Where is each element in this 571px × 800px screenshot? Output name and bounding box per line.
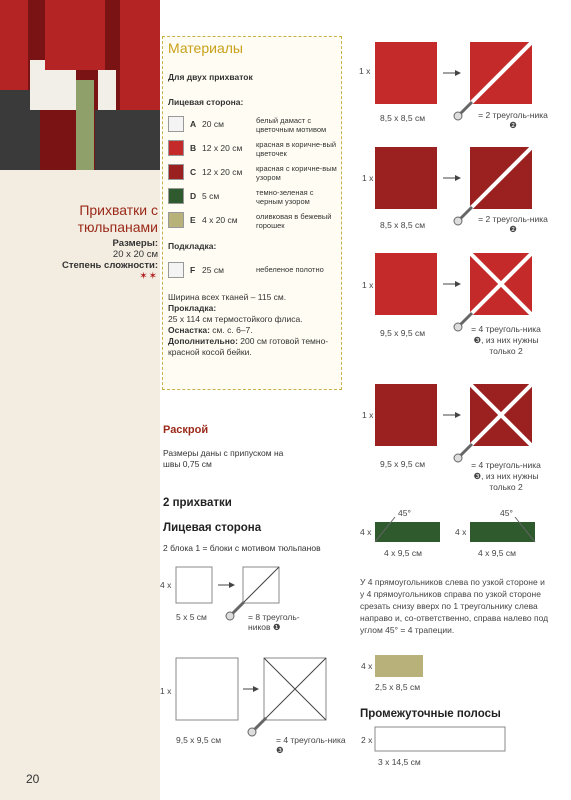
g-count1: 4 х [360, 527, 372, 537]
material-size: 12 х 20 см [202, 167, 243, 177]
w1-count: 4 х [160, 580, 172, 590]
extra-text: 200 см готовой темно-красной косой бейки. [168, 336, 329, 357]
w2-result: = 4 треуголь-ника ❸ [276, 735, 346, 755]
g-count2: 4 х [455, 527, 467, 537]
cutting-note: Размеры даны с припуском на швы 0,75 см [163, 448, 284, 469]
r2-result: = 2 треуголь-ника ❷ [478, 214, 548, 234]
r1-size: 8,5 х 8,5 см [380, 113, 426, 123]
square-r1 [375, 42, 437, 104]
r3-result: = 4 треуголь-ника ❸, из них нужны только 2 [471, 324, 541, 356]
page-number: 20 [26, 772, 40, 786]
size-value: 20 х 20 см [112, 249, 158, 260]
square-r2 [375, 147, 437, 209]
material-letter: C [190, 167, 197, 177]
materials-heading: Материалы [168, 40, 243, 56]
w2-count: 1 х [160, 686, 172, 696]
angle-right: 45° [500, 508, 513, 518]
strip-count: 2 х [361, 735, 373, 745]
material-desc: красная в коричне-вый цветочек [256, 140, 337, 158]
two-potholders-heading: 2 прихватки [163, 497, 232, 509]
width-text: Ширина всех тканей – 115 см. [168, 292, 287, 302]
r2-count: 1 х [362, 173, 374, 183]
olive-count: 4 х [361, 661, 373, 671]
mid-strips-heading: Промежуточные полосы [360, 708, 501, 720]
front-label: Лицевая сторона: [168, 97, 244, 107]
white-strip [375, 727, 505, 751]
material-desc: красная с коричне-вым узором [256, 164, 337, 182]
size-label: Размеры: [112, 238, 158, 249]
page-title: Прихватки с тюльпанами [77, 202, 158, 235]
r3-size: 9,5 х 9,5 см [380, 328, 426, 338]
w2-size: 9,5 х 9,5 см [176, 735, 222, 745]
w1-size: 5 х 5 см [176, 612, 207, 622]
material-letter: E [190, 215, 196, 225]
material-letter: D [190, 191, 197, 201]
g-size2: 4 х 9,5 см [478, 548, 516, 558]
white-square-small [176, 567, 212, 603]
material-size: 5 см [202, 191, 220, 201]
r4-result: = 4 треуголь-ника ❸, из них нужны только 2 [471, 460, 541, 492]
w1-result: = 8 треуголь-ников ❶ [248, 612, 300, 632]
difficulty-stars: ✶✶ [139, 271, 158, 282]
material-desc: темно-зеленая с черным узором [256, 188, 314, 206]
blocks-text: 2 блока 1 = блоки с мотивом тюльпанов [163, 543, 321, 553]
size-f: 25 см [202, 265, 224, 275]
r1-result: = 2 треуголь-ника ❷ [478, 110, 548, 130]
material-size: 4 х 20 см [202, 215, 238, 225]
letter-f: F [190, 265, 196, 275]
r1-count: 1 х [359, 66, 371, 76]
material-desc: оливковая в бежевый горошек [256, 212, 332, 230]
square-r3 [375, 253, 437, 315]
padding-label: Прокладка: [168, 303, 217, 313]
extra-label: Дополнительно: [168, 336, 238, 346]
r3-count: 1 х [362, 280, 374, 290]
olive-strip [375, 655, 423, 677]
green-strip-right [470, 522, 535, 542]
white-square-large [176, 658, 238, 720]
padding-text: 25 х 114 см термостойкого флиса. [168, 314, 303, 324]
material-letter: B [190, 143, 197, 153]
tools-text: см. с. 6–7. [212, 325, 253, 335]
angle-left: 45° [398, 508, 411, 518]
green-strip-left [375, 522, 440, 542]
r4-count: 1 х [362, 410, 374, 420]
material-size: 12 х 20 см [202, 143, 243, 153]
olive-size: 2,5 х 8,5 см [375, 682, 421, 692]
green-note: У 4 прямоугольников слева по узкой стороне и у 4 прямоугольников справа по узкой стороне срезать снизу вверх по 1 треугольнику слева направо и, со-ответственно, справа налево под углом 45° = 4 трапеции. [360, 577, 549, 635]
material-letter: A [190, 119, 197, 129]
front-heading: Лицевая сторона [163, 522, 262, 534]
g-size1: 4 х 9,5 см [384, 548, 422, 558]
material-size: 20 см [202, 119, 224, 129]
lining-label: Подкладка: [168, 241, 217, 251]
cutting-heading: Раскрой [163, 424, 209, 436]
r4-size: 9,5 х 9,5 см [380, 459, 426, 469]
desc-f: небеленое полотно [256, 265, 324, 274]
r2-size: 8,5 х 8,5 см [380, 220, 426, 230]
square-r4 [375, 384, 437, 446]
material-desc: белый дамаст с цветочным мотивом [256, 116, 327, 134]
strip-size: 3 х 14,5 см [378, 757, 421, 767]
for-two-label: Для двух прихваток [168, 72, 253, 82]
tools-label: Оснастка: [168, 325, 210, 335]
difficulty-label: Степень сложности: [62, 260, 158, 271]
